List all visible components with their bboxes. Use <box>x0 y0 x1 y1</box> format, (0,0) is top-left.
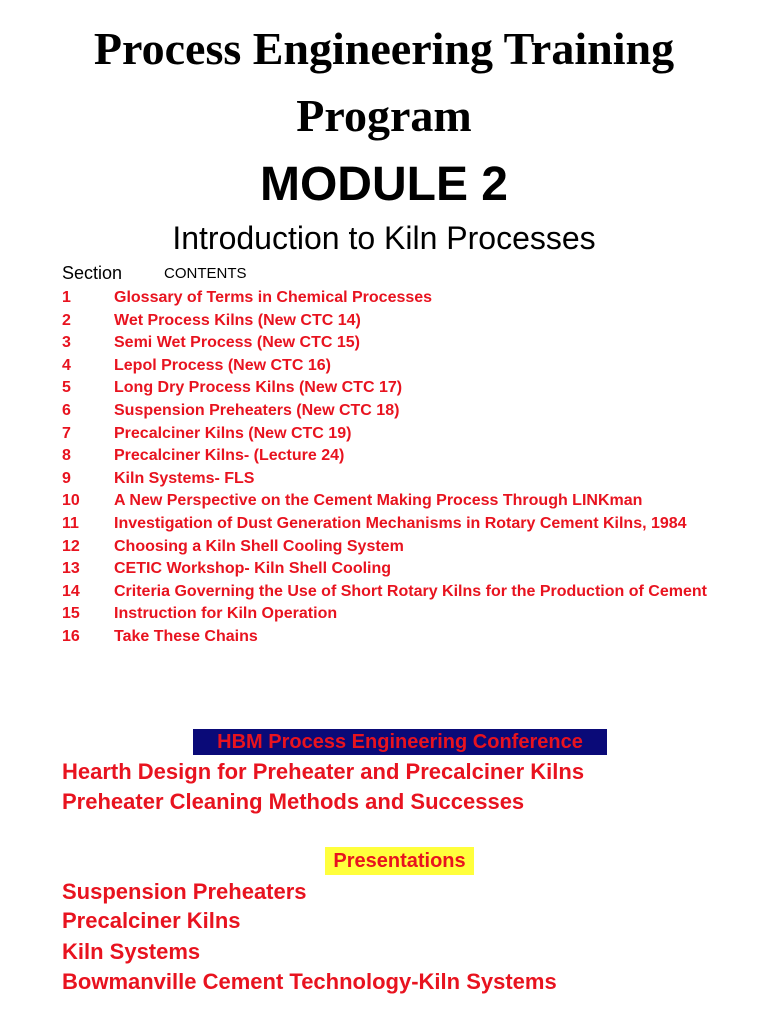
contents-item[interactable] <box>62 287 742 310</box>
contents-item-link[interactable]: CETIC Workshop- Kiln Shell Cooling <box>114 560 392 578</box>
contents-item[interactable] <box>62 603 742 626</box>
contents-item-link[interactable]: Kiln Systems- FLS <box>114 469 255 487</box>
contents-item[interactable] <box>62 468 742 491</box>
presentation-link-suspension-preheaters[interactable]: Suspension Preheaters <box>62 879 307 904</box>
contents-item-number: 16 <box>62 627 80 645</box>
contents-item-number: 13 <box>62 560 80 578</box>
section-column-label: Section <box>62 263 123 283</box>
contents-item[interactable] <box>62 310 742 333</box>
contents-item[interactable] <box>62 400 742 423</box>
contents-column-label: CONTENTS <box>164 265 247 282</box>
contents-item-number: 12 <box>62 537 80 555</box>
page-title-line-1: Process Engineering Training <box>93 23 675 74</box>
contents-item-number: 1 <box>62 289 71 306</box>
contents-item[interactable] <box>62 513 742 536</box>
contents-item-link[interactable]: A New Perspective on the Cement Making Process Through LINKman <box>114 492 643 510</box>
contents-item[interactable] <box>62 490 742 513</box>
contents-item-number: 3 <box>62 334 71 352</box>
contents-item-link[interactable]: Precalciner Kilns (New CTC 19) <box>114 424 352 442</box>
contents-item-number: 2 <box>62 311 71 329</box>
contents-item[interactable] <box>62 626 742 649</box>
presentations-heading: Presentations <box>325 847 474 875</box>
contents-item-number: 7 <box>62 424 71 442</box>
contents-item-number: 6 <box>62 401 71 419</box>
contents-item-link[interactable]: Glossary of Terms in Chemical Processes <box>114 289 433 306</box>
contents-item-number: 14 <box>62 582 80 600</box>
contents-item-link[interactable]: Choosing a Kiln Shell Cooling System <box>114 537 404 555</box>
contents-item-link[interactable]: Instruction for Kiln Operation <box>114 605 338 623</box>
contents-item-number: 5 <box>62 379 71 397</box>
contents-item-number: 10 <box>62 492 80 510</box>
contents-item-link[interactable]: Suspension Preheaters (New CTC 18) <box>114 401 400 419</box>
module-subtitle: Introduction to Kiln Processes <box>172 220 596 256</box>
module-heading: MODULE 2 <box>259 158 508 211</box>
contents-item-link[interactable]: Precalciner Kilns- (Lecture 24) <box>114 447 345 465</box>
contents-item-number: 4 <box>62 356 71 374</box>
contents-item-link[interactable]: Wet Process Kilns (New CTC 14) <box>114 311 361 329</box>
contents-item-link[interactable]: Investigation of Dust Generation Mechanisms in Rotary Cement Kilns, 1984 <box>114 514 687 532</box>
conference-link-preheater-cleaning[interactable]: Preheater Cleaning Methods and Successes <box>62 789 525 814</box>
contents-item-link[interactable]: Take These Chains <box>114 627 258 645</box>
contents-item[interactable] <box>62 445 742 468</box>
page-title-line-2: Program <box>296 90 472 141</box>
contents-list <box>62 287 742 649</box>
contents-item-number: 9 <box>62 469 71 487</box>
contents-item-link[interactable]: Long Dry Process Kilns (New CTC 17) <box>114 379 403 397</box>
contents-item-number: 15 <box>62 605 80 623</box>
conference-link-hearth-design[interactable]: Hearth Design for Preheater and Precalciner Kilns <box>62 759 585 784</box>
contents-item[interactable] <box>62 558 742 581</box>
contents-item-link[interactable]: Semi Wet Process (New CTC 15) <box>114 334 361 352</box>
contents-item-number: 11 <box>62 514 79 532</box>
contents-item[interactable] <box>62 536 742 559</box>
contents-item[interactable] <box>62 377 742 400</box>
contents-item[interactable] <box>62 332 742 355</box>
presentation-link-kiln-systems[interactable]: Kiln Systems <box>62 939 201 964</box>
contents-item-link[interactable]: Criteria Governing the Use of Short Rotary Kilns for the Production of Cement <box>114 582 707 600</box>
presentation-link-bowmanville[interactable]: Bowmanville Cement Technology-Kiln Systems <box>62 969 557 994</box>
contents-item[interactable] <box>62 581 742 604</box>
contents-item[interactable] <box>62 355 742 378</box>
contents-item-link[interactable]: Lepol Process (New CTC 16) <box>114 356 331 374</box>
presentation-link-precalciner-kilns[interactable]: Precalciner Kilns <box>62 908 241 933</box>
conference-heading: HBM Process Engineering Conference <box>193 729 607 755</box>
contents-item[interactable] <box>62 423 742 446</box>
contents-item-number: 8 <box>62 447 71 465</box>
